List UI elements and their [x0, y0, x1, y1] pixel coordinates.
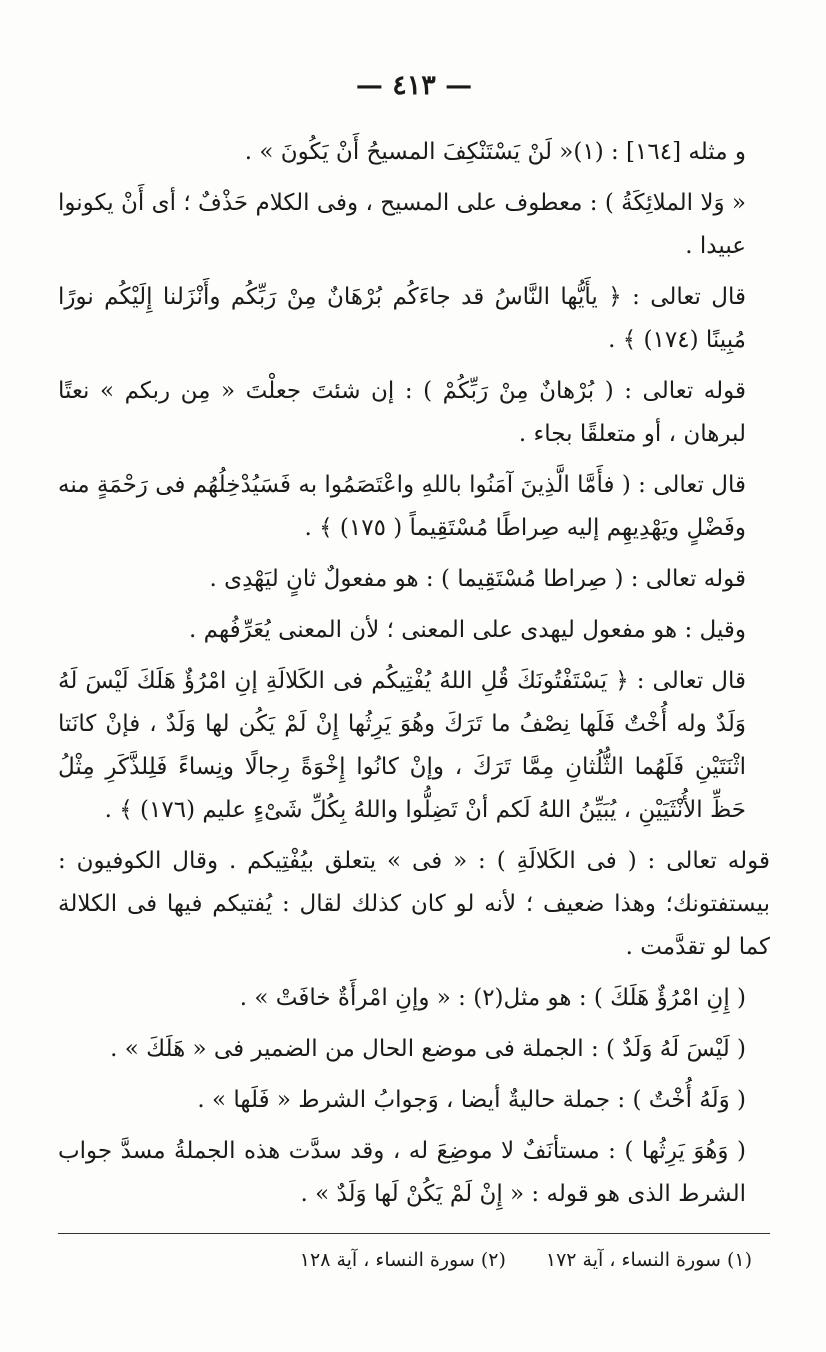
paragraph: قال تعالى : ﴿ يَسْتَفْتُونَكَ قُلِ اللهُ يُفْتِيكُم فى الكَلالَةِ إنِ امْرُؤٌ هَلَكَ لَيْسَ لَهُ وَلَدٌ وله أُخْتٌ فَلَها نِصْفُ ما تَرَكَ وهُوَ يَرِثُها إِنْ لَمْ يَكُن لها وَلَدٌ ، فإنْ كانَتا اثْنَتَيْنِ فَلَهُما الثُّلُثانِ مِمَّا تَرَكَ ، وإنْ كانُوا إِخْوَةً رِجالًا ونِساءً فَلِلذَّكَرِ مِثْلُ حَظِّ الأُنْثَيَيْنِ ، يُبَيِّنُ اللهُ لَكم أنْ تَضِلُّوا واللهُ بِكُلِّ شَىْءٍ عليم (١٧٦) ﴾ . [58, 668, 746, 823]
paragraph: قال تعالى : ﴿ يأَيُّها النَّاسُ قد جاءَكُم بُرْهَانٌ مِنْ رَبِّكُم وأَنْزَلنا إِلَيْكُم نورًا مُبِينًا (١٧٤) ﴾ . [58, 284, 746, 353]
paragraph: وقيل : هو مفعول ليهدى على المعنى ؛ لأن المعنى يُعَرِّفُهم . [189, 617, 746, 643]
paragraph: قوله تعالى : ( صِراطا مُسْتَقِيما ) : هو مفعولٌ ثانٍ ليَهْدِى . [209, 566, 746, 592]
paragraph: قوله تعالى : ( فى الكَلالَةِ ) : « فى » يتعلق بيُفْتِيكم . وقال الكوفيون : بيستفتونك؛ وهذا ضعيف ؛ لأنه لو كان كذلك لقال : يُفتيكم فيها فى الكلالة كما لو تقدَّمت . [58, 848, 770, 960]
footnote-2: (٢) سورة النساء ، آية ١٢٨ [299, 1249, 506, 1271]
paragraph: ( وَلَهُ أُخْتٌ ) : جملة حاليةٌ أيضا ، وَجوابُ الشرط « فَلَها » . [197, 1087, 746, 1113]
footnote-divider [58, 1233, 770, 1234]
paragraph: قوله تعالى : ( بُرْهانٌ مِنْ رَبِّكُمْ ) : إن شئتَ جعلْتَ « مِن ربكم » نعتًا لبرهان ، أو متعلقًا بجاء . [58, 378, 746, 447]
paragraph: ( وَهُوَ يَرِثُها ) : مستأنَفٌ لا موضِعَ له ، وقد سدَّت هذه الجملةُ مسدَّ جواب الشرط الذى هو قوله : « إِنْ لَمْ يَكُنْ لَها وَلَدٌ » . [58, 1138, 746, 1207]
footnotes [58, 1245, 770, 1275]
page-number: — ٤١٣ — [355, 70, 473, 101]
paragraph: ( لَيْسَ لَهُ وَلَدٌ ) : الجملة فى موضع الحال من الضمير فى « هَلَكَ » . [110, 1036, 746, 1062]
paragraph: ( إِنِ امْرُؤٌ هَلَكَ ) : هو مثل(٢) : « وإنِ امْرأَةٌ خافَتْ » . [239, 985, 746, 1011]
paragraph: و مثله [١٦٤] : (١)« لَنْ يَسْتَنْكِفَ المسيحُ أَنْ يَكُونَ » . [244, 139, 746, 165]
paragraph: « وَلا الملائِكَةُ ) : معطوف على المسيح ، وفى الكلام حَذْفٌ ؛ أى أَنْ يكونوا عبيدا . [58, 190, 746, 259]
paragraph: قال تعالى : ( فأَمَّا الَّذِينَ آمَنُوا باللهِ واعْتَصَمُوا به فَسَيُدْخِلُهُم فى رَحْمَةٍ منه وفَضْلٍ ويَهْدِيهِم إليه صِراطًا مُسْتَقِيماً ( ١٧٥) ﴾ . [58, 472, 746, 541]
footnote-1: (١) سورة النساء ، آية ١٧٢ [545, 1249, 752, 1271]
page-body [58, 131, 770, 1216]
